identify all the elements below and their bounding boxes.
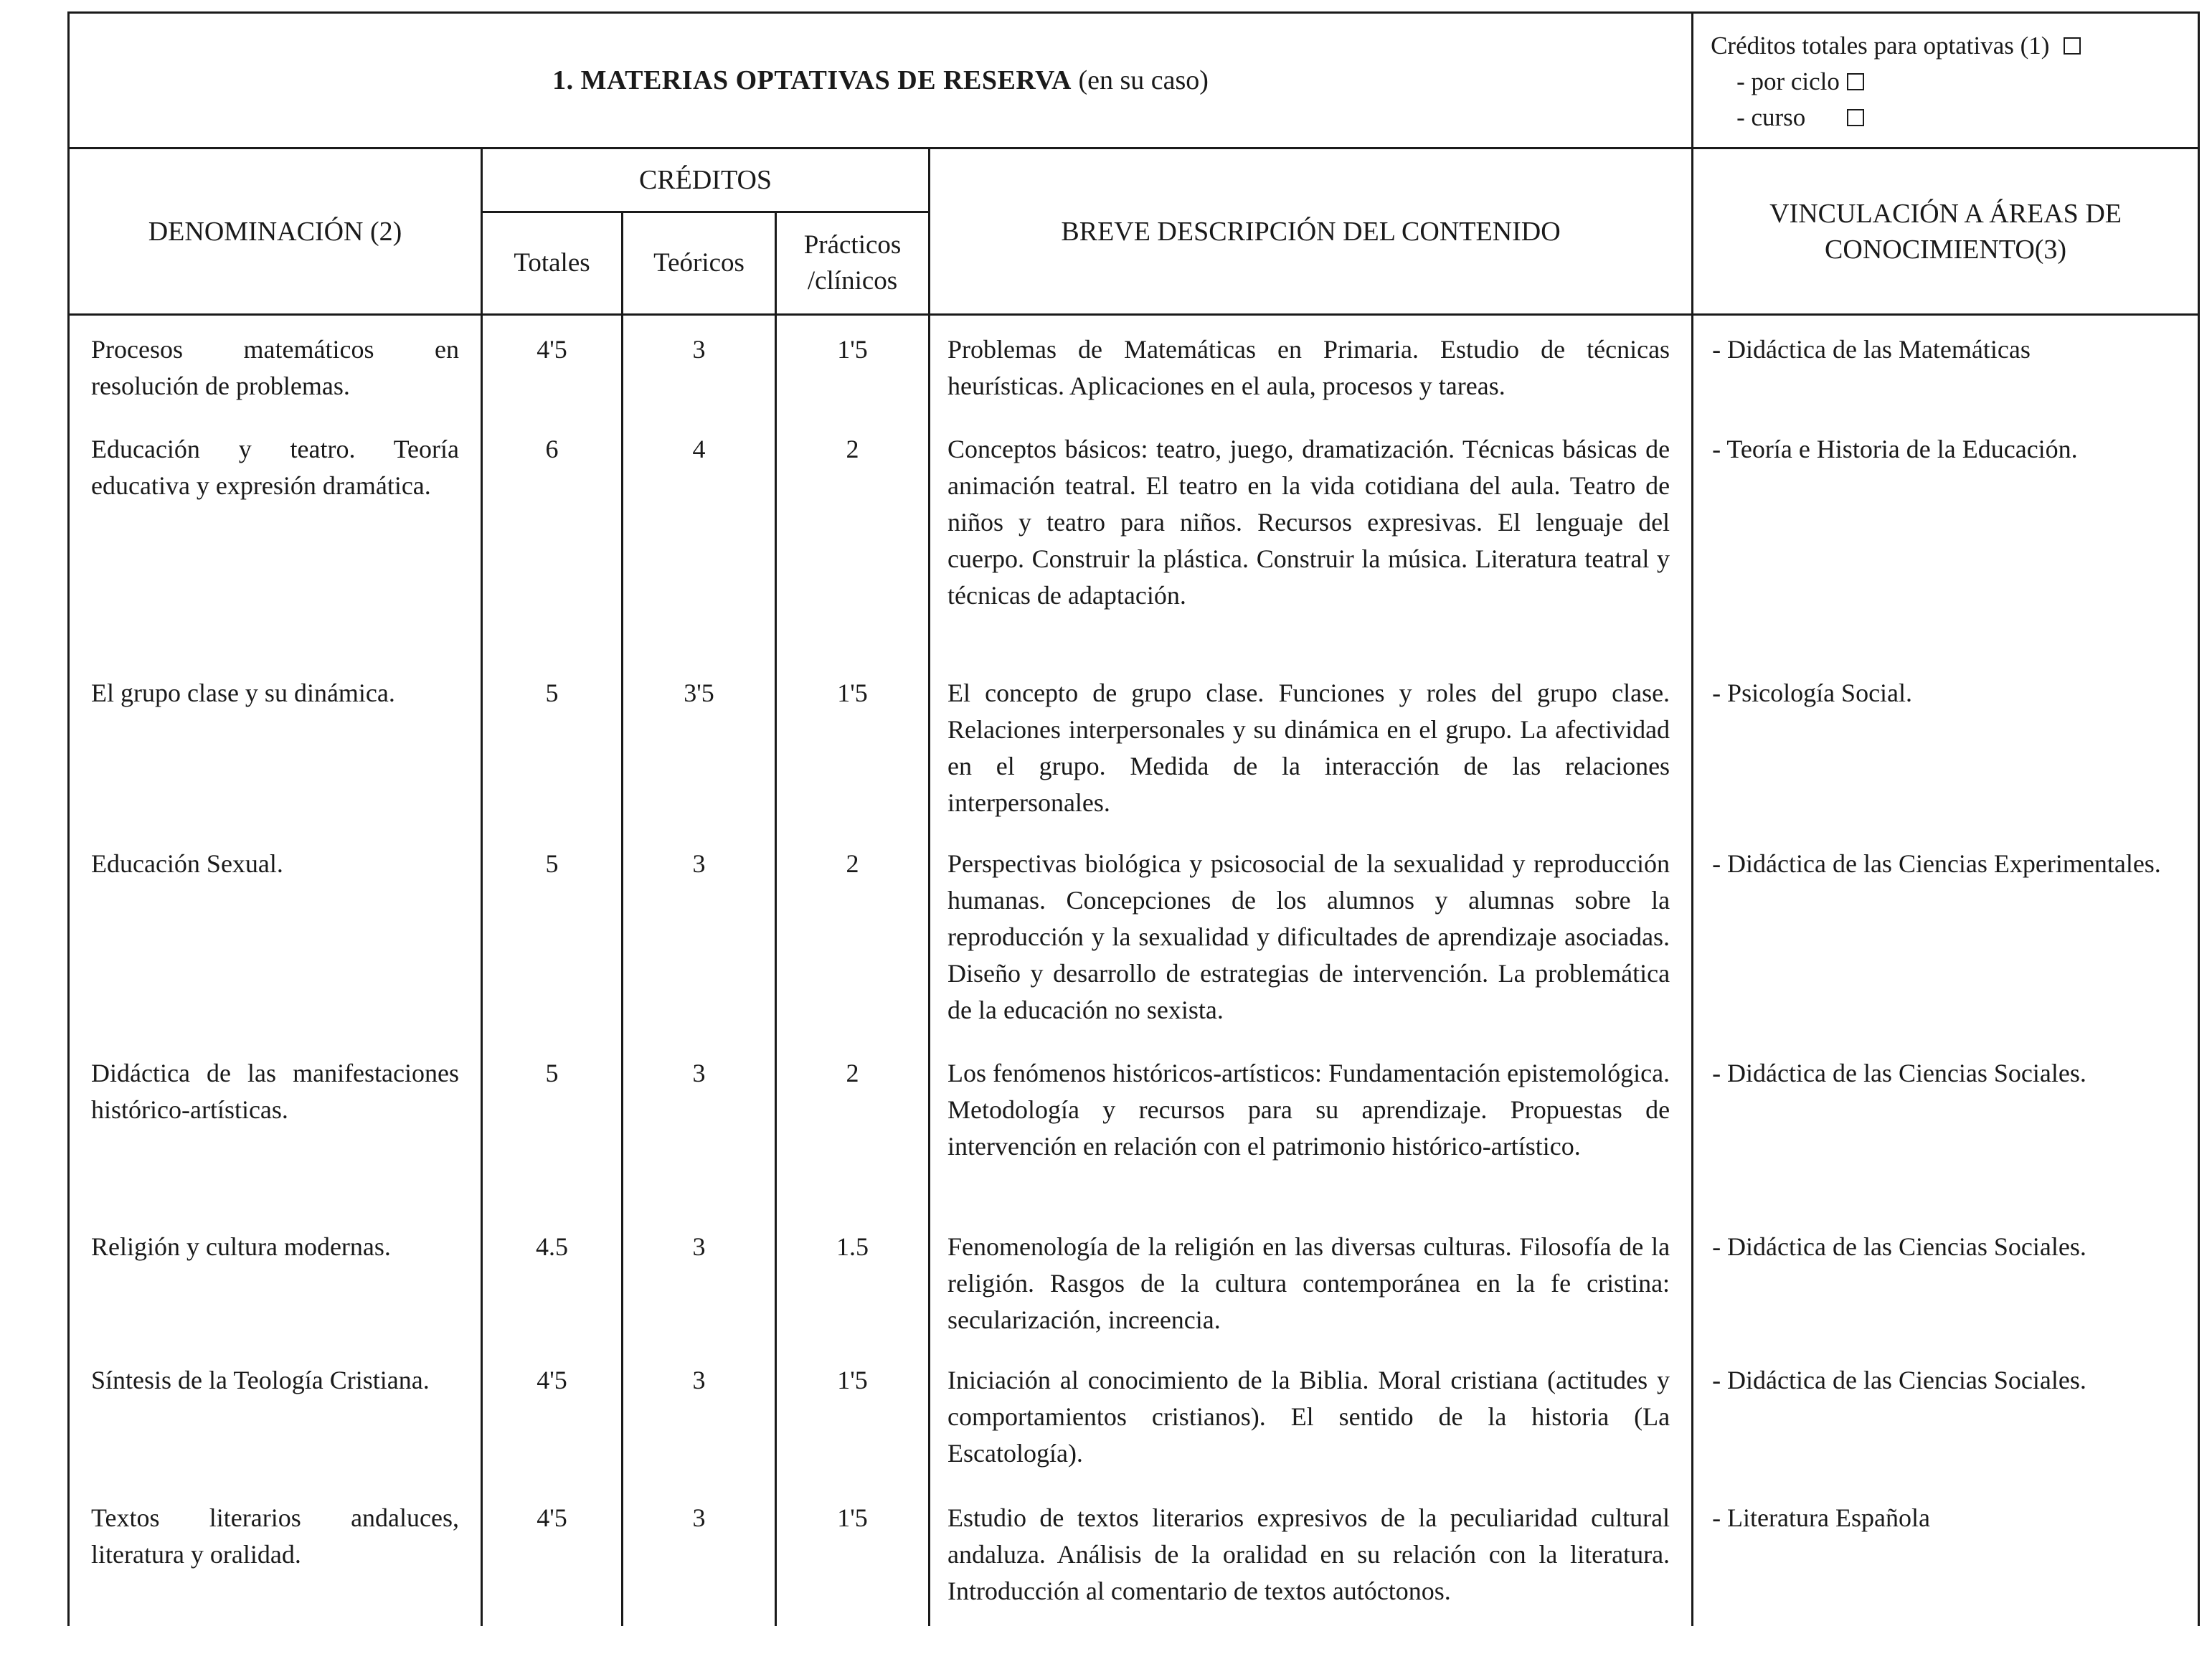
header-practicos: Prácticos /clínicos [776, 212, 930, 315]
row-practicos: 2 [776, 415, 930, 659]
row-practicos: 2 [776, 1039, 930, 1213]
row-teoricos: 3'5 [623, 659, 776, 830]
credits-course-label: - curso [1736, 103, 1806, 131]
row-teoricos: 3 [623, 1484, 776, 1626]
table-row [69, 830, 2199, 1039]
row-teoricos: 3 [623, 1039, 776, 1213]
title-row [69, 13, 2199, 148]
credits-total-checkbox[interactable] [2064, 37, 2081, 55]
table-row [69, 1346, 2199, 1484]
row-descripcion: Fenomenología de la religión en las diversas culturas. Filosofía de la religión. Rasgos de la cultura contemporánea en la fe cristina: secularización, increencia. [930, 1213, 1693, 1346]
optativas-document [67, 11, 2198, 1626]
row-area: - Didáctica de las Ciencias Experimentales. [1693, 830, 2199, 1039]
credits-course-line [1711, 100, 2180, 136]
row-practicos: 1.5 [776, 1213, 930, 1346]
header-denominacion: DENOMINACIÓN (2) [69, 148, 482, 315]
row-practicos: 2 [776, 830, 930, 1039]
row-area: - Literatura Española [1693, 1484, 2199, 1626]
row-name: Educación y teatro. Teoría educativa y expresión dramática. [69, 415, 482, 659]
row-teoricos: 3 [623, 1346, 776, 1484]
row-teoricos: 4 [623, 415, 776, 659]
row-descripcion: Iniciación al conocimiento de la Biblia. Moral cristiana (actitudes y comportamientos cristianos). El sentido de la historia (La Escatología). [930, 1346, 1693, 1484]
row-totales: 5 [482, 1039, 623, 1213]
credits-cycle-line [1711, 64, 2180, 100]
table-row [69, 1039, 2199, 1213]
row-teoricos: 3 [623, 1213, 776, 1346]
row-area: - Didáctica de las Ciencias Sociales. [1693, 1039, 2199, 1213]
row-name: Síntesis de la Teología Cristiana. [69, 1346, 482, 1484]
header-vinculacion: VINCULACIÓN A ÁREAS DE CONOCIMIENTO(3) [1693, 148, 2199, 315]
row-area: - Psicología Social. [1693, 659, 2199, 830]
credits-options-box [1693, 13, 2199, 148]
row-totales: 4'5 [482, 1346, 623, 1484]
header-teoricos: Teóricos [623, 212, 776, 315]
section-title [69, 13, 1693, 148]
credits-total-line [1711, 28, 2180, 64]
table-row [69, 415, 2199, 659]
credits-total-label: Créditos totales para optativas (1) [1711, 32, 2050, 60]
row-name: Didáctica de las manifestaciones histórico-artísticas. [69, 1039, 482, 1213]
row-area: - Didáctica de las Ciencias Sociales. [1693, 1346, 2199, 1484]
row-descripcion: Estudio de textos literarios expresivos de la peculiaridad cultural andaluza. Análisis de la oralidad en su relación con la literatura. Introducción al comentario de textos autóctonos. [930, 1484, 1693, 1626]
row-practicos: 1'5 [776, 1346, 930, 1484]
row-descripcion: El concepto de grupo clase. Funciones y roles del grupo clase. Relaciones interpersonales y su dinámica en el grupo. La afectividad en el grupo. Medida de la interacción de las relaciones interpersonales. [930, 659, 1693, 830]
row-descripcion: Problemas de Matemáticas en Primaria. Estudio de técnicas heurísticas. Aplicaciones en el aula, procesos y tareas. [930, 315, 1693, 415]
row-totales: 4.5 [482, 1213, 623, 1346]
row-area: - Didáctica de las Ciencias Sociales. [1693, 1213, 2199, 1346]
row-totales: 5 [482, 830, 623, 1039]
table-row [69, 659, 2199, 830]
row-area: - Teoría e Historia de la Educación. [1693, 415, 2199, 659]
row-descripcion: Perspectivas biológica y psicosocial de la sexualidad y reproducción humanas. Concepciones de los alumnos y alumnas sobre la reproducción y la sexualidad y dificultades de aprendizaje asociadas. Diseño y desarrollo de estrategias de intervención. La problemática de la educación no sexista. [930, 830, 1693, 1039]
row-teoricos: 3 [623, 830, 776, 1039]
row-area: - Didáctica de las Matemáticas [1693, 315, 2199, 415]
row-name: Textos literarios andaluces, literatura y oralidad. [69, 1484, 482, 1626]
table-row [69, 1213, 2199, 1346]
optativas-table [67, 11, 2200, 1626]
table-row [69, 1484, 2199, 1626]
header-totales: Totales [482, 212, 623, 315]
credits-course-checkbox[interactable] [1847, 109, 1864, 126]
row-totales: 6 [482, 415, 623, 659]
row-practicos: 1'5 [776, 315, 930, 415]
row-descripcion: Conceptos básicos: teatro, juego, dramatización. Técnicas básicas de animación teatral. El teatro en la vida cotidiana del aula. Teatro de niños y teatro para niños. Recursos expresivas. El lenguaje del cuerpo. Construir la plástica. Construir la música. Literatura teatral y técnicas de adaptación. [930, 415, 1693, 659]
row-totales: 4'5 [482, 1484, 623, 1626]
row-name: Procesos matemáticos en resolución de problemas. [69, 315, 482, 415]
row-practicos: 1'5 [776, 659, 930, 830]
section-title-text: 1. MATERIAS OPTATIVAS DE RESERVA [552, 65, 1072, 95]
section-title-suffix: (en su caso) [1078, 65, 1209, 95]
header-row-1 [69, 148, 2199, 212]
header-descripcion: BREVE DESCRIPCIÓN DEL CONTENIDO [930, 148, 1693, 315]
header-creditos: CRÉDITOS [482, 148, 930, 212]
table-row [69, 315, 2199, 415]
credits-cycle-label: - por ciclo [1736, 67, 1840, 95]
row-practicos: 1'5 [776, 1484, 930, 1626]
row-descripcion: Los fenómenos históricos-artísticos: Fundamentación epistemológica. Metodología y recursos para su aprendizaje. Propuestas de intervención en relación con el patrimonio histórico-artístico. [930, 1039, 1693, 1213]
credits-cycle-checkbox[interactable] [1847, 73, 1864, 90]
row-name: El grupo clase y su dinámica. [69, 659, 482, 830]
row-totales: 4'5 [482, 315, 623, 415]
row-name: Educación Sexual. [69, 830, 482, 1039]
row-teoricos: 3 [623, 315, 776, 415]
row-totales: 5 [482, 659, 623, 830]
row-name: Religión y cultura modernas. [69, 1213, 482, 1346]
